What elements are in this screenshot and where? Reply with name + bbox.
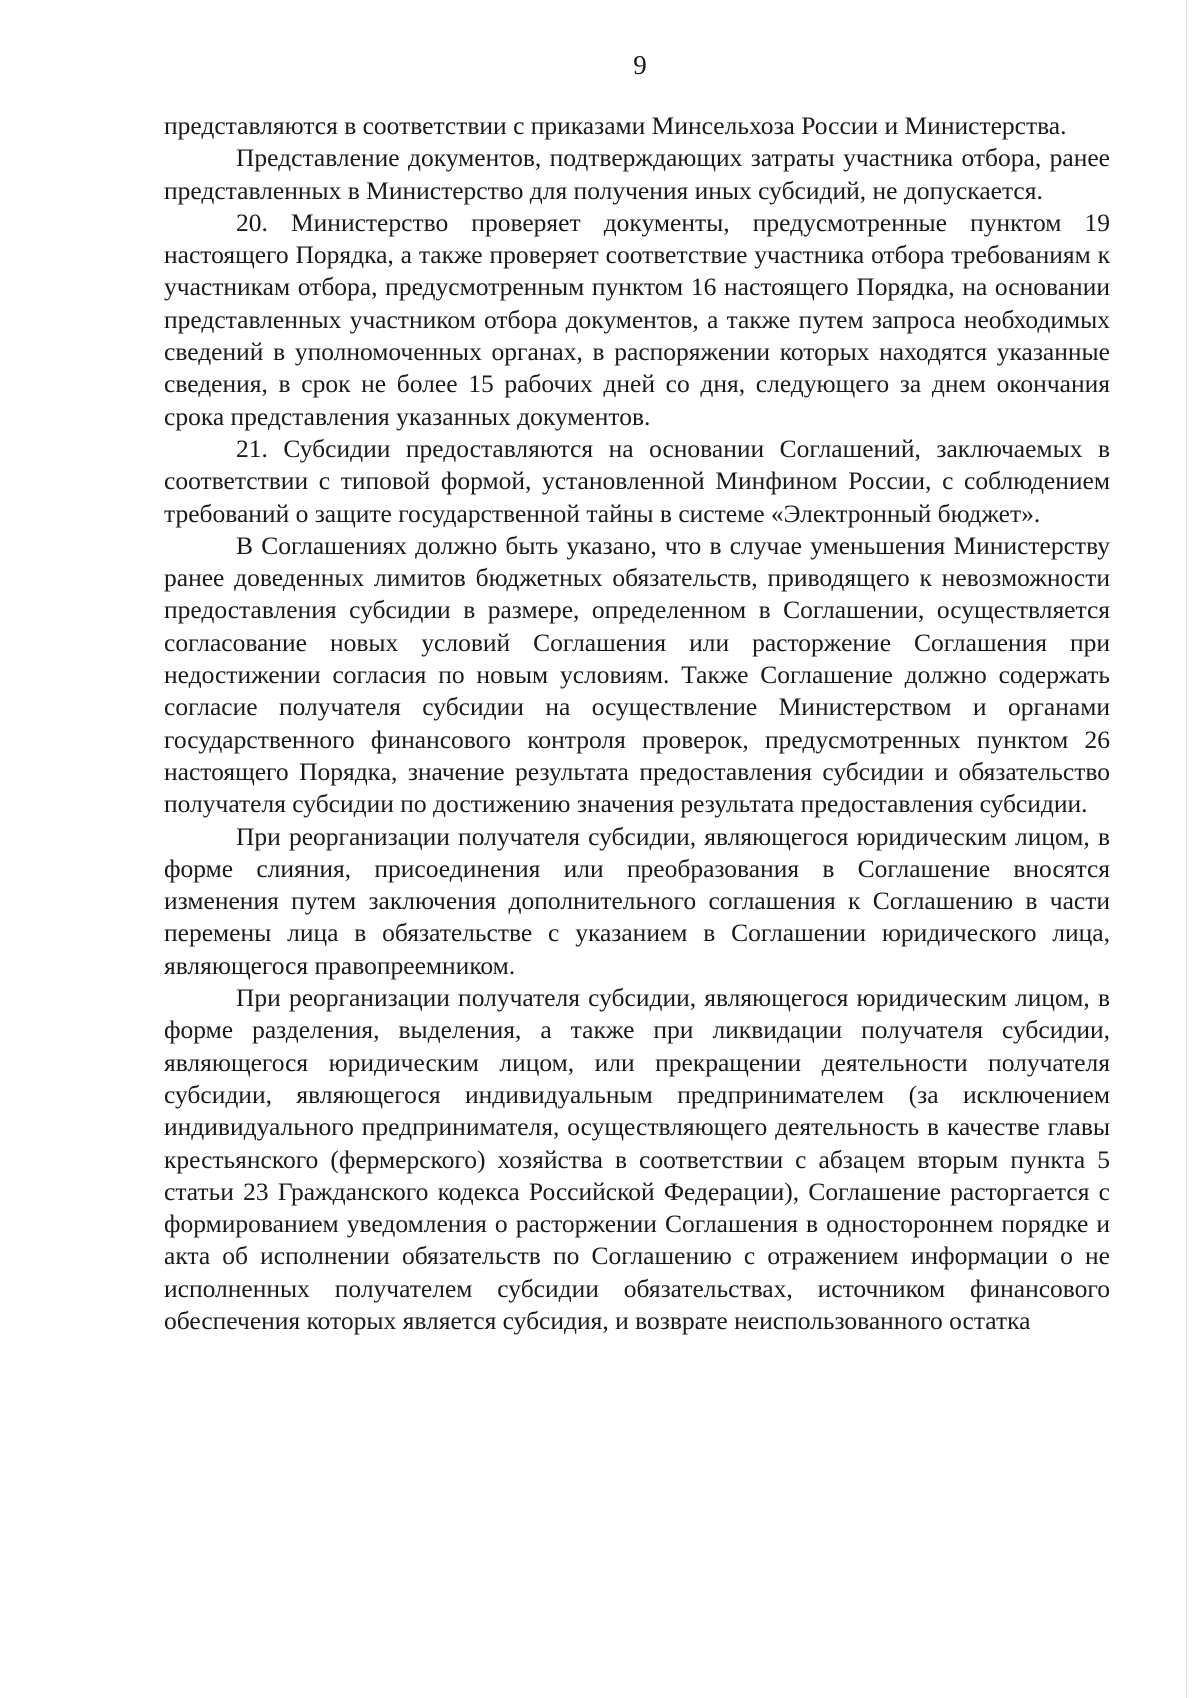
paragraph-continuation: представляются в соответствии с приказами Минсельхоза России и Министерства.: [164, 111, 1067, 140]
paragraph-reorganization-merger: При реорганизации получателя субсидии, являющегося юридическим лицом, в форме слияния, присоединения или преобразования в Соглашение вносятся изменения путем заключения дополнительного соглашения к Соглашению в части перемены лица в обязательстве с указанием в Соглашении юридического лица, являющегося правопреемником.: [164, 821, 1110, 980]
paragraph-documents-costs: Представление документов, подтверждающих затраты участника отбора, ранее представленных в Министерство для получения иных субсидий, не допускается.: [164, 143, 1110, 205]
page-number: 9: [633, 50, 647, 80]
paragraph-item-21: 21. Субсидии предоставляются на основании Соглашений, заключаемых в соответствии с типовой формой, установленной Минфином России, с соблюдением требований о защите государственной тайны в системе «Электронный бюджет».: [164, 433, 1110, 528]
paragraph-item-20: 20. Министерство проверяет документы, предусмотренные пунктом 19 настоящего Порядка, а также проверяет соответствие участника отбора требованиям к участникам отбора, предусмотренным пунктом 16 настоящего Порядка, на основании представленных участником отбора документов, а также путем запроса необходимых сведений в уполномоченных органах, в распоряжении которых находятся указанные сведения, в срок не более 15 рабочих дней со дня, следующего за днем окончания срока представления указанных документов.: [164, 207, 1110, 431]
paragraph-agreements-limits: В Соглашениях должно быть указано, что в случае уменьшения Министерству ранее доведенных лимитов бюджетных обязательств, приводящего к невозможности предоставления субсидии в размере, определенном в Соглашении, осуществляется согласование новых условий Соглашения или расторжение Соглашения при недостижении согласия по новым условиям. Также Соглашение должно содержать согласие получателя субсидии на осуществление Министерством и органами государственного финансового контроля проверок, предусмотренных пунктом 26 настоящего Порядка, значение результата предоставления субсидии и обязательство получателя субсидии по достижению значения результата предоставления субсидии.: [164, 530, 1110, 819]
document-body: [164, 110, 1110, 1337]
scan-edge-line: [1186, 0, 1187, 1698]
paragraph-reorganization-division: При реорганизации получателя субсидии, являющегося юридическим лицом, в форме разделения, выделения, а также при ликвидации получателя субсидии, являющегося юридическим лицом, или прекращении деятельности получателя субсидии, являющегося индивидуальным предпринимателем (за исключением индивидуального предпринимателя, осуществляющего деятельность в качестве главы крестьянского (фермерского) хозяйства в соответствии с абзацем вторым пункта 5 статьи 23 Гражданского кодекса Российской Федерации), Соглашение расторгается с формированием уведомления о расторжении Соглашения в одностороннем порядке и акта об исполнении обязательств по Соглашению с отражением информации о не исполненных получателем субсидии обязательствах, источником финансового обеспечения которых является субсидия, и возврате неиспользованного остатка: [164, 983, 1110, 1335]
